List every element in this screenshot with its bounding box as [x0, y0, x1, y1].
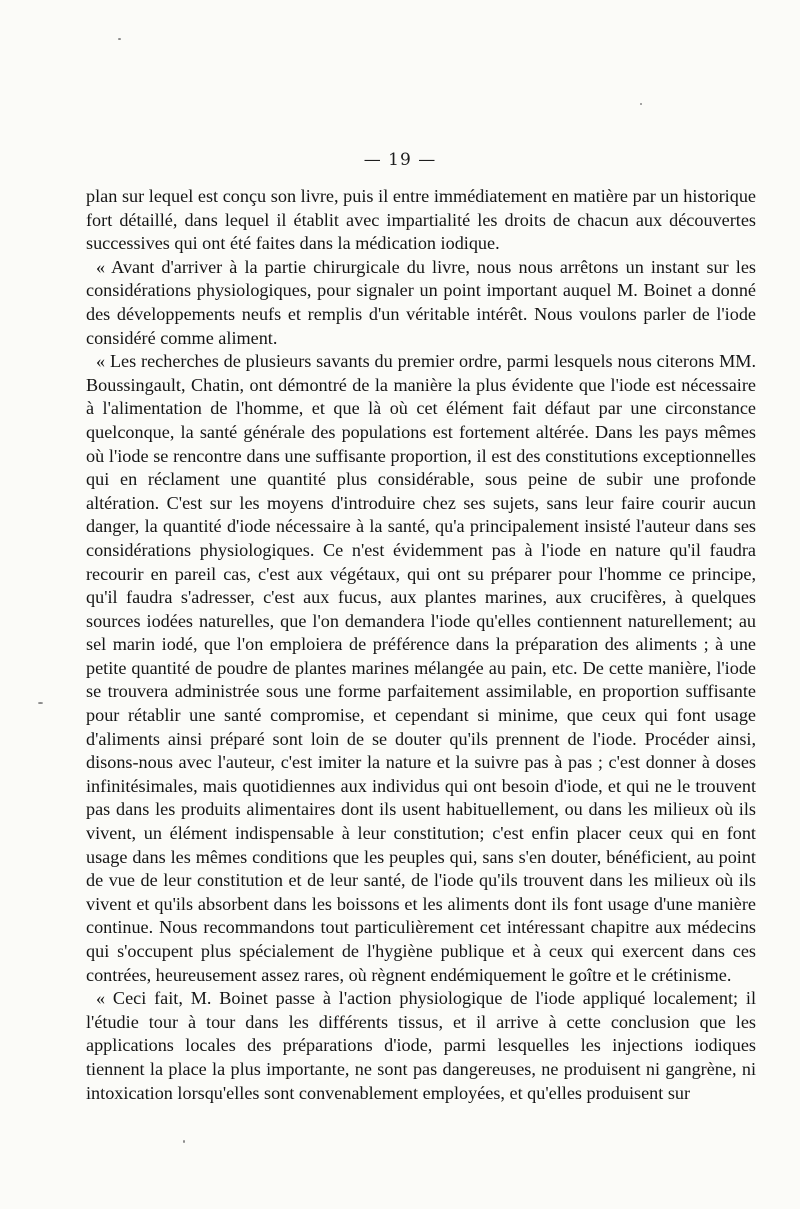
body-text	[86, 185, 756, 1105]
paragraph-iodine-research: « Les recherches de plusieurs savants du premier ordre, parmi lesquels nous citerons MM. Boussingault, Chatin, ont démontré de la manière la plus évidente que l'iode est nécessaire à l'alimentation de l'homme, et que là où cet élément fait défaut par une circonstance quelconque, la santé générale des populations est fortement altérée. Dans les pays mêmes où l'iode se rencontre dans une suffisante proportion, il est des constitutions exceptionnelles qui en réclament une quantité plus considérable, sous peine de subir une profonde altération. C'est sur les moyens d'introduire chez ses sujets, sans leur faire courir aucun danger, la quantité d'iode nécessaire à la santé, qu'a principalement insisté l'auteur dans ses considérations physiologiques. Ce n'est évidemment pas à l'iode en nature qu'il faudra recourir en pareil cas, c'est aux végétaux, qui ont su préparer pour l'homme ce principe, qu'il faudra s'adresser, c'est aux fucus, aux plantes marines, aux crucifères, à quelques sources iodées naturelles, que l'on demandera l'iode qu'elles contiennent naturellement; au sel marin iodé, que l'on emploiera de préférence dans la préparation des aliments ; à une petite quantité de poudre de plantes marines mélangée au pain, etc. De cette manière, l'iode se trouvera administrée sous une forme parfaitement assimilable, en proportion suffisante pour rétablir une santé compromise, et cependant si minime, que ceux qui font usage d'aliments ainsi préparé sont loin de se douter qu'ils prennent de l'iode. Procéder ainsi, disons-nous avec l'auteur, c'est imiter la nature et la suivre pas à pas ; c'est donner à doses infinitésimales, mais quotidiennes aux individus qui ont besoin d'iode, et qui ne le trouvent pas dans les produits alimentaires dont ils usent habituellement, ou dans les milieux où ils vivent, un élément indispensable à leur constitution; c'est enfin placer ceux qui en font usage dans les mêmes conditions que les peuples qui, sans s'en douter, bénéficient, au point de vue de leur constitution et de leur santé, de l'iode qu'ils trouvent dans les milieux où ils vivent et qu'ils absorbent dans les boissons et les aliments dont ils font usage d'une manière continue. Nous recommandons tout particulièrement cet intéressant chapitre aux médecins qui s'occupent plus spécialement de l'hygiène publique et à ceux qui exercent dans ces contrées, heureusement assez rares, où règnent endémiquement le goître et le crétinisme.	[86, 351, 756, 985]
scan-speck	[640, 103, 642, 105]
paragraph-physiology-intro: « Avant d'arriver à la partie chirurgicale du livre, nous nous arrêtons un instant sur les considérations physiologiques, pour signaler un point important auquel M. Boinet a donné des développements neufs et remplis d'un véritable intérêt. Nous voulons parler de l'iode considéré comme aliment.	[86, 256, 756, 348]
scan-speck	[38, 702, 43, 704]
paragraph-continuation: plan sur lequel est conçu son livre, puis il entre immédiatement en matière par un historique fort détaillé, dans lequel il établit avec impartialité les droits de chacun aux découvertes successives qui ont été faites dans la médication iodique.	[86, 186, 756, 254]
scan-speck	[183, 1140, 185, 1143]
paragraph-local-action: « Ceci fait, M. Boinet passe à l'action physiologique de l'iode appliqué localement; il l'étudie tour à tour dans les différents tissus, et il arrive à cette conclusion que les applications locales des préparations d'iode, parmi lesquelles les injections iodiques tiennent la place la plus importante, ne sont pas dangereuses, ne produisent ni gangrène, ni intoxication lorsqu'elles sont convenablement employées, et qu'elles produisent sur	[86, 988, 756, 1103]
scan-speck	[118, 38, 121, 40]
page-number: — 19 —	[363, 150, 437, 170]
